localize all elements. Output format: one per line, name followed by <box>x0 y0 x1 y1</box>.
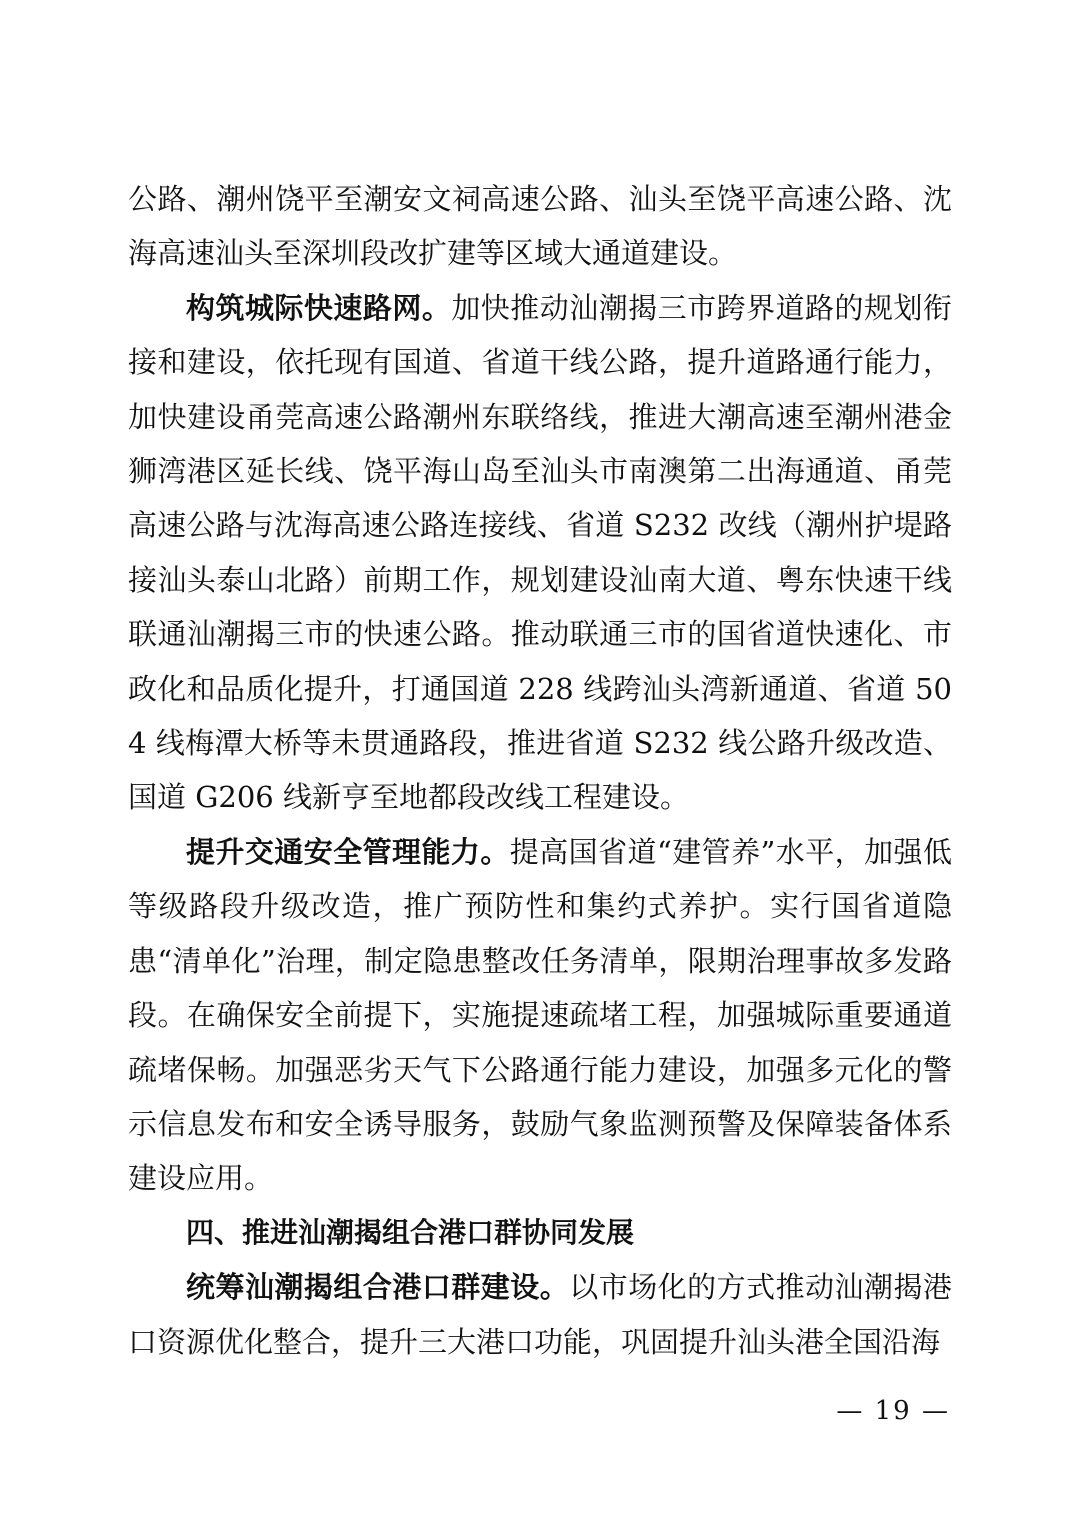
paragraph-lead-heading: 统筹汕潮揭组合港口群建设。 <box>186 1270 570 1305</box>
paragraph-traffic-safety <box>128 825 952 1206</box>
section-heading: 四、推进汕潮揭组合港口群协同发展 <box>186 1215 635 1249</box>
paragraph-body-text: 提高国省道“建管养”水平，加强低等级路段升级改造，推广预防性和集约式养护。实行国省道隐患“清单化”治理，制定隐患整改任务清单，限期治理事故多发路段。在确保安全前提下，实施提速疏堵工程，加强城际重要通道疏堵保畅。加强恶劣天气下公路通行能力建设，加强多元化的警示信息发布和安全诱导服务，鼓励气象监测预警及保障装备体系建设应用。 <box>128 834 952 1196</box>
paragraph-body-text: 加快推动汕潮揭三市跨界道路的规划衔接和建设，依托现有国道、省道干线公路，提升道路通行能力，加快建设甬莞高速公路潮州东联络线，推进大潮高速至潮州港金狮湾港区延长线、饶平海山岛至汕头市南澳第二出海通道、甬莞高速公路与沈海高速公路连接线、省道 S232 改线（潮州护堤路接汕头泰山北路）前期工作，规划建设汕南大道、粤东快速干线联通汕潮揭三市的快速公路。推动联通三市的国省道快速化、市政化和品质化提升，打通国道 228 线跨汕头湾新通道、省道 504 线梅潭大桥等未贯通路段，推进省道 S232 线公路升级改造、国道 G206 线新亨至地都段改线工程建设。 <box>128 290 952 815</box>
paragraph-intercity-expressway <box>128 281 952 825</box>
page-number: — 19 — <box>836 1396 950 1426</box>
paragraph-body-text: 以市场化的方式推动汕潮揭港口资源优化整合，提升三大港口功能，巩固提升汕头港全国沿海 <box>128 1270 952 1359</box>
paragraph-port-group <box>128 1260 952 1369</box>
paragraph-continuation <box>128 172 952 281</box>
document-body <box>128 172 952 1369</box>
paragraph-body-text: 公路、潮州饶平至潮安文祠高速公路、汕头至饶平高速公路、沈海高速汕头至深圳段改扩建等区域大通道建设。 <box>128 182 952 271</box>
paragraph-lead-heading: 提升交通安全管理能力。 <box>186 834 510 869</box>
paragraph-lead-heading: 构筑城际快速路网。 <box>186 290 452 325</box>
